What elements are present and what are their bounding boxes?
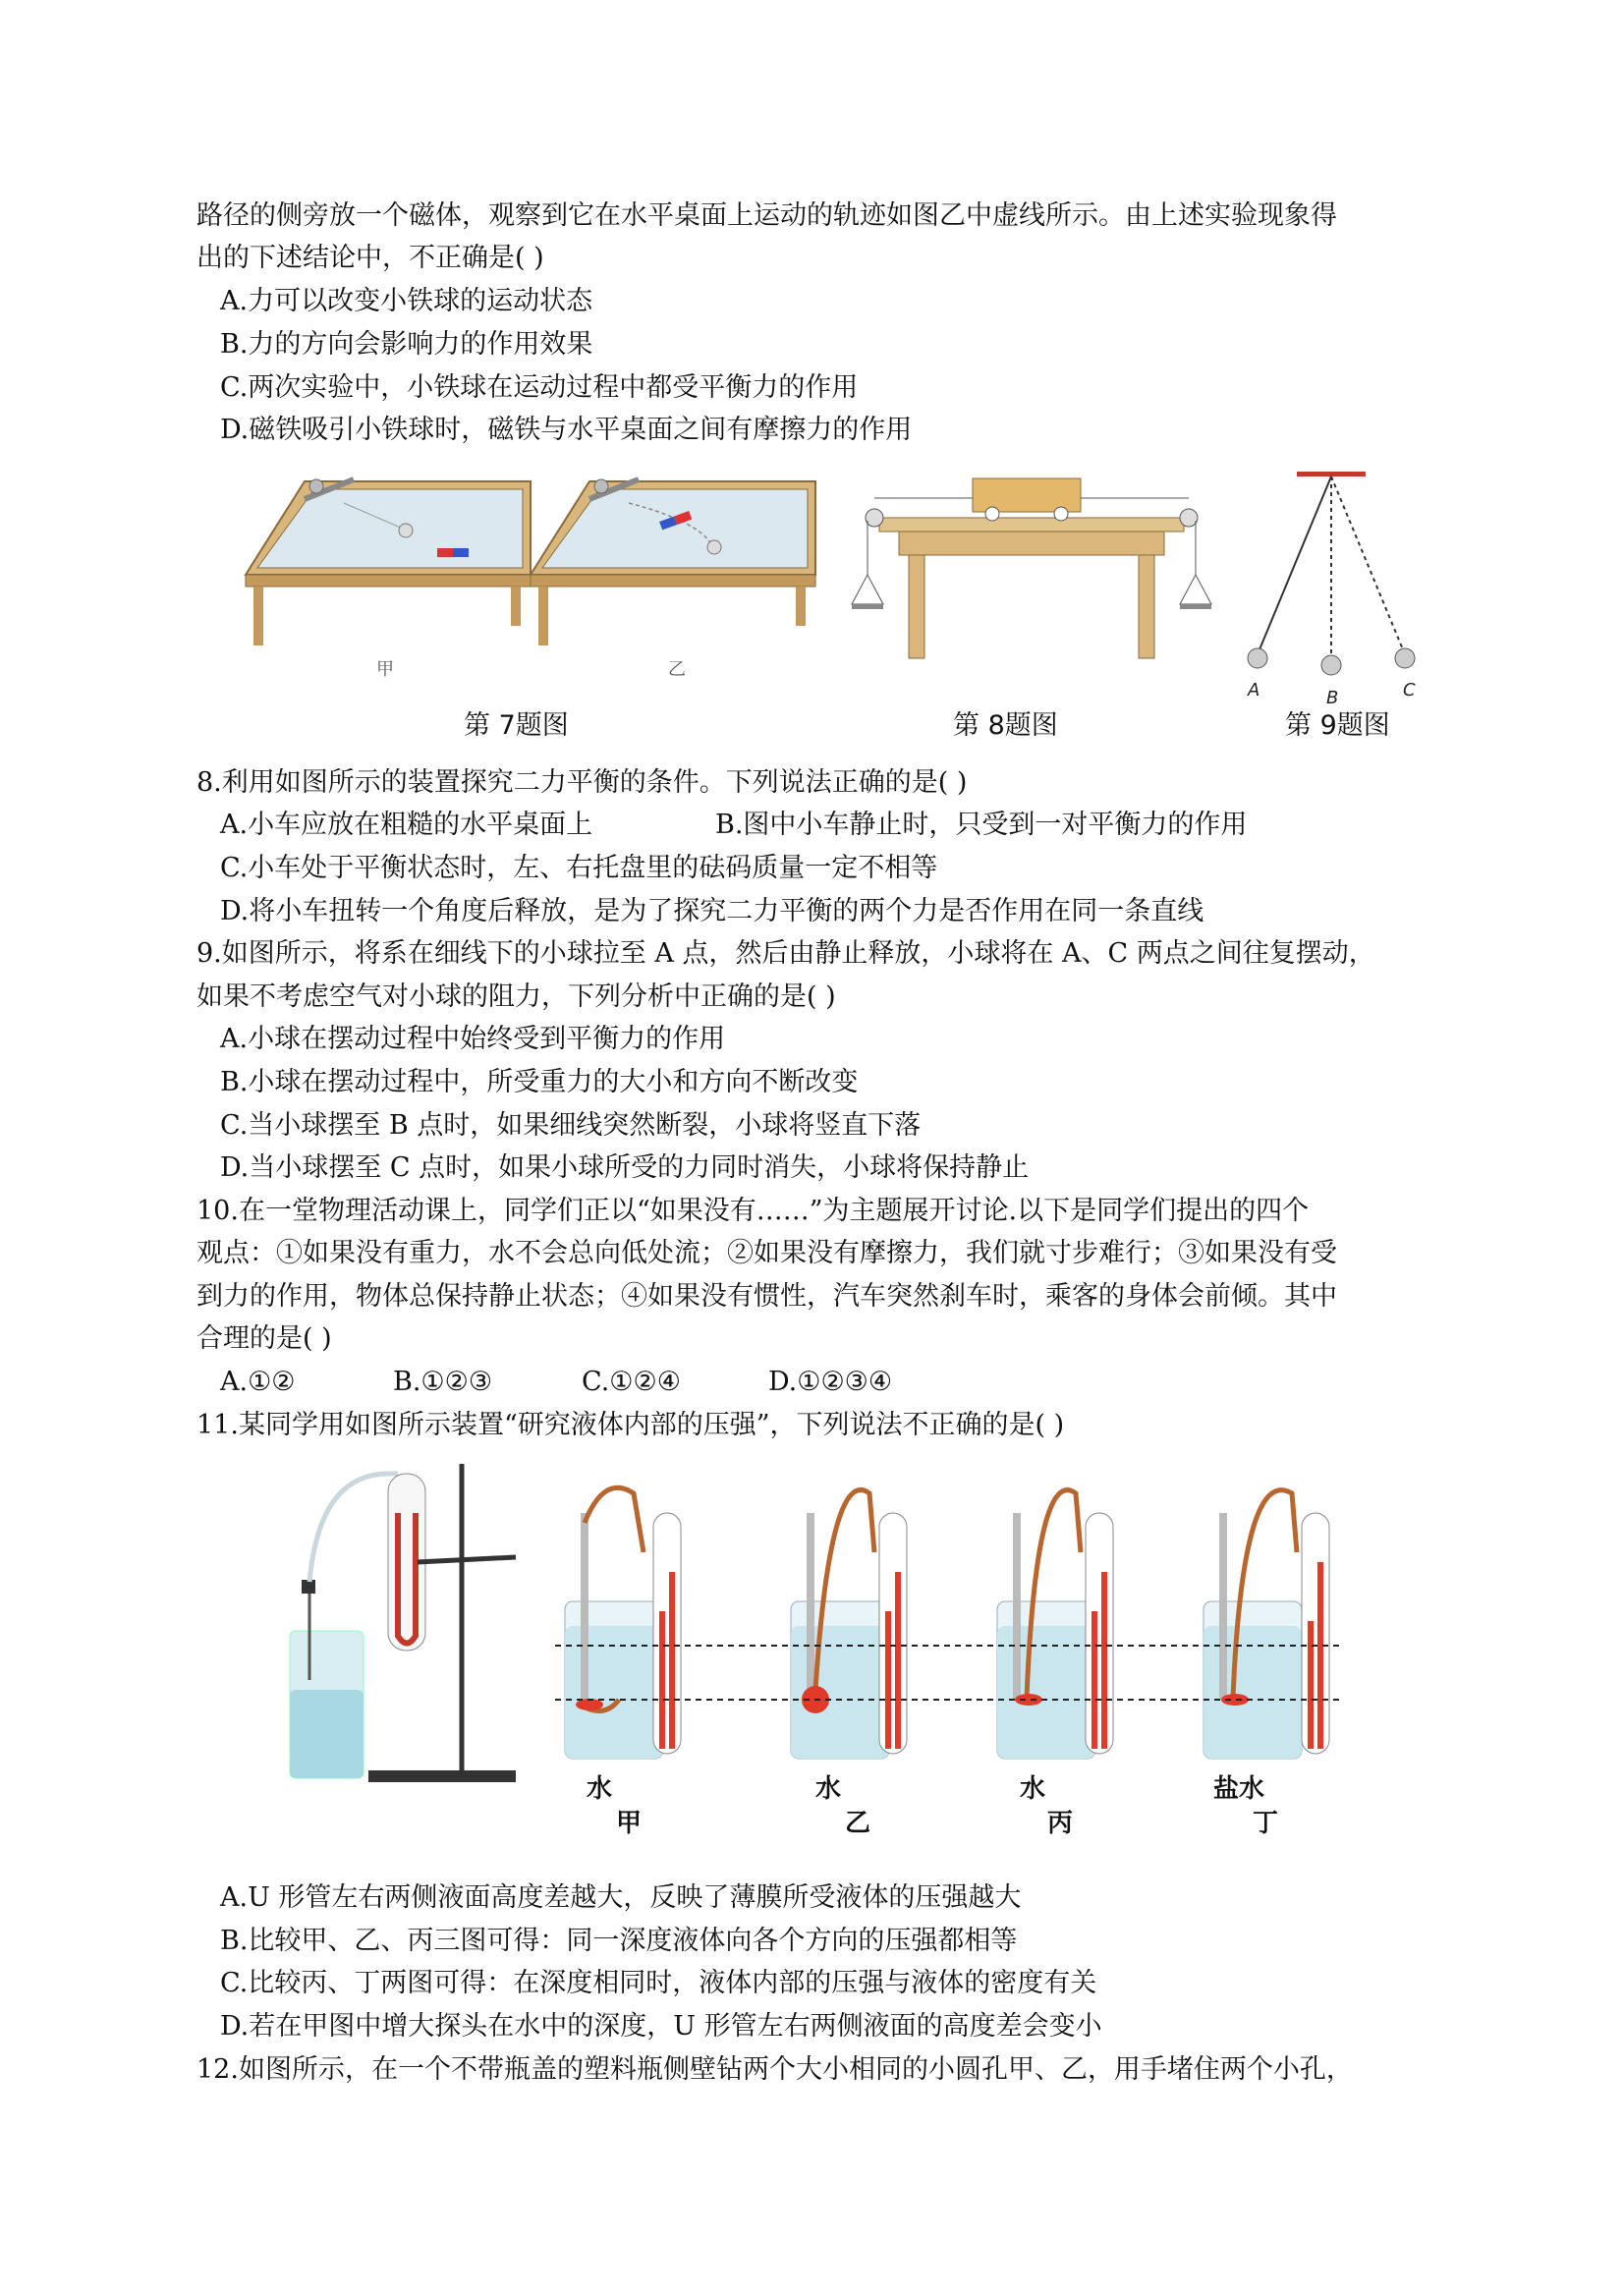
q10-option-a: A.①② (220, 1367, 296, 1397)
q8-option-d: D.将小车扭转一个角度后释放，是为了探究二力平衡的两个力是否作用在同一条直线 (220, 896, 1204, 926)
q11-option-b: B.比较甲、乙、丙三图可得：同一深度液体向各个方向的压强都相等 (220, 1926, 1018, 1956)
fig9-illustration (1233, 470, 1429, 705)
fig11-label-yi: 乙 (845, 1809, 871, 1838)
q7-stem-line1: 路径的侧旁放一个磁体，观察到它在水平桌面上运动的轨迹如图乙中虚线所示。由上述实验现象得 (196, 200, 1337, 231)
q8-option-a: A.小车应放在粗糙的水平桌面上 (220, 810, 593, 840)
q11-stem: 11.某同学用如图所示装置“研究液体内部的压强”，下列说法不正确的是( ) (196, 1410, 1065, 1440)
q7-option-c: C.两次实验中，小铁球在运动过程中都受平衡力的作用 (220, 372, 859, 403)
q10-option-c: C.①②④ (582, 1367, 681, 1397)
fig7-illustration (236, 462, 835, 658)
q8-stem: 8.利用如图所示的装置探究二力平衡的条件。下列说法正确的是( ) (196, 767, 968, 798)
q11-option-d: D.若在甲图中增大探头在水中的深度，U 形管左右两侧液面的高度差会变小 (220, 2011, 1102, 2042)
q9-option-d: D.当小球摆至 C 点时，如果小球所受的力同时消失，小球将保持静止 (220, 1152, 1030, 1183)
fig11-liquid-yi: 水 (815, 1774, 842, 1804)
fig7-label-jia: 甲 (376, 659, 394, 680)
fig9-point-c: C (1403, 680, 1416, 700)
fig9-point-a: A (1248, 680, 1260, 700)
fig7-caption: 第 7题图 (464, 710, 569, 741)
q9-stem-line1: 9.如图所示，将系在细线下的小球拉至 A 点，然后由静止释放，小球将在 A、C 两点之间往复摆动， (196, 938, 1375, 969)
q10-option-d: D.①②③④ (768, 1367, 893, 1397)
q7-stem-line2: 出的下述结论中，不正确是( ) (196, 243, 544, 273)
beaker-group (565, 1487, 1329, 1759)
q12-stem-line1: 12.如图所示，在一个不带瓶盖的塑料瓶侧壁钻两个大小相同的小圆孔甲、乙，用手堵住两个小孔， (196, 2054, 1353, 2085)
q9-option-c: C.当小球摆至 B 点时，如果细线突然断裂，小球将竖直下落 (220, 1110, 922, 1141)
q7-option-a: A.力可以改变小铁球的运动状态 (220, 286, 593, 316)
fig8-illustration (850, 467, 1213, 663)
q7-option-b: B.力的方向会影响力的作用效果 (220, 329, 593, 360)
q8-option-b: B.图中小车静止时，只受到一对平衡力的作用 (715, 810, 1248, 840)
fig9-point-b: B (1326, 688, 1339, 708)
fig11-liquid-jia: 水 (587, 1774, 613, 1804)
q10-stem-line2: 观点：①如果没有重力，水不会总向低处流；②如果没有摩擦力，我们就寸步难行；③如果没有受 (196, 1238, 1337, 1268)
fig11-label-ding: 丁 (1253, 1809, 1279, 1838)
q10-stem-line1: 10.在一堂物理活动课上，同学们正以“如果没有……”为主题展开讨论.以下是同学们提出的四个 (196, 1196, 1310, 1226)
q7-option-d: D.磁铁吸引小铁球时，磁铁与水平桌面之间有摩擦力的作用 (220, 415, 913, 445)
fig11-label-bing: 丙 (1047, 1809, 1074, 1838)
fig11-liquid-ding: 盐水 (1213, 1774, 1265, 1804)
fig11-label-jia: 甲 (616, 1809, 643, 1838)
fig11-illustration (280, 1454, 1361, 1808)
fig7-label-yi: 乙 (668, 659, 686, 680)
q10-option-b: B.①②③ (393, 1367, 493, 1397)
q9-option-b: B.小球在摆动过程中，所受重力的大小和方向不断改变 (220, 1067, 859, 1097)
q11-option-c: C.比较丙、丁两图可得：在深度相同时，液体内部的压强与液体的密度有关 (220, 1968, 1097, 1998)
q9-stem-line2: 如果不考虑空气对小球的阻力，下列分析中正确的是( ) (196, 981, 836, 1012)
q9-option-a: A.小球在摆动过程中始终受到平衡力的作用 (220, 1024, 726, 1054)
fig11-liquid-bing: 水 (1020, 1774, 1046, 1804)
fig8-caption: 第 8题图 (953, 710, 1058, 741)
q8-option-c: C.小车处于平衡状态时，左、右托盘里的砝码质量一定不相等 (220, 853, 938, 883)
q10-stem-line4: 合理的是( ) (196, 1323, 332, 1354)
q11-option-a: A.U 形管左右两侧液面高度差越大，反映了薄膜所受液体的压强越大 (220, 1882, 1022, 1913)
q10-stem-line3: 到力的作用，物体总保持静止状态；④如果没有惯性，汽车突然刹车时，乘客的身体会前倾。其中 (196, 1281, 1337, 1312)
fig9-caption: 第 9题图 (1285, 710, 1390, 741)
